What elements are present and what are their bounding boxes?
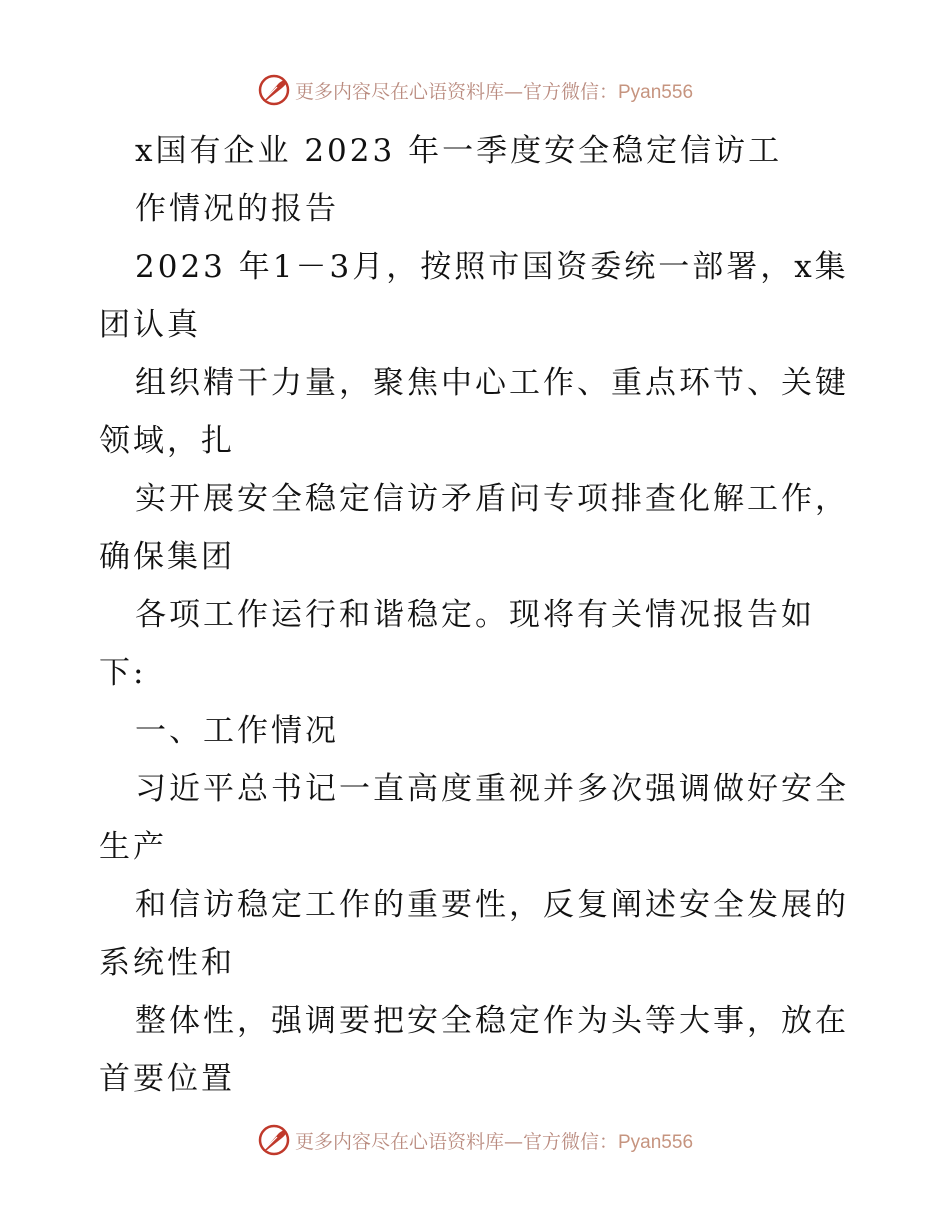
watermark-separator: — <box>503 80 523 103</box>
paragraph-line: 实开展安全稳定信访矛盾问专项排查化解工作， <box>135 481 849 517</box>
quill-pen-circle-icon <box>257 1123 291 1157</box>
paragraph-line: 习近平总书记一直高度重视并多次强调做好安全 <box>135 771 849 807</box>
watermark-text <box>295 77 693 104</box>
paragraph-line: 团认真 <box>99 307 201 343</box>
watermark-site-text: 更多内容尽在心语资料库 <box>294 80 504 103</box>
paragraph-line: 整体性，强调要把安全稳定作为头等大事，放在 <box>135 1003 849 1039</box>
paragraph-line: 组织精干力量，聚焦中心工作、重点环节、关键 <box>135 365 849 401</box>
watermark-contact-id: Pyan556 <box>618 81 694 103</box>
paragraph-line: 下: <box>99 655 147 691</box>
watermark-text <box>295 1127 693 1154</box>
paragraph-line: 2023 年1－3月，按照市国资委统一部署，x集 <box>135 249 849 285</box>
paragraph-line: 系统性和 <box>99 945 235 981</box>
paragraph-line: 首要位置 <box>99 1061 235 1097</box>
watermark-contact-id: Pyan556 <box>618 1131 694 1153</box>
paragraph-line: 确保集团 <box>99 539 235 575</box>
paragraph-line: 生产 <box>99 829 167 865</box>
document-title-line-1: x国有企业 2023 年一季度安全稳定信访工 <box>135 133 783 169</box>
paragraph-line: 各项工作运行和谐稳定。现将有关情况报告如 <box>135 597 815 633</box>
quill-pen-circle-icon <box>257 73 291 107</box>
paragraph-line: 领域，扎 <box>99 423 235 459</box>
watermark-contact-label: 官方微信： <box>522 1130 618 1153</box>
watermark-separator: — <box>503 1130 523 1153</box>
section-heading: 一、工作情况 <box>135 713 339 749</box>
document-body <box>99 122 859 1108</box>
document-title-line-2: 作情况的报告 <box>135 191 339 227</box>
paragraph-line: 和信访稳定工作的重要性，反复阐述安全发展的 <box>135 887 849 923</box>
watermark-contact-label: 官方微信： <box>522 80 618 103</box>
watermark-site-text: 更多内容尽在心语资料库 <box>294 1130 504 1153</box>
watermark-banner-top <box>0 70 950 110</box>
watermark-banner-bottom <box>0 1120 950 1160</box>
